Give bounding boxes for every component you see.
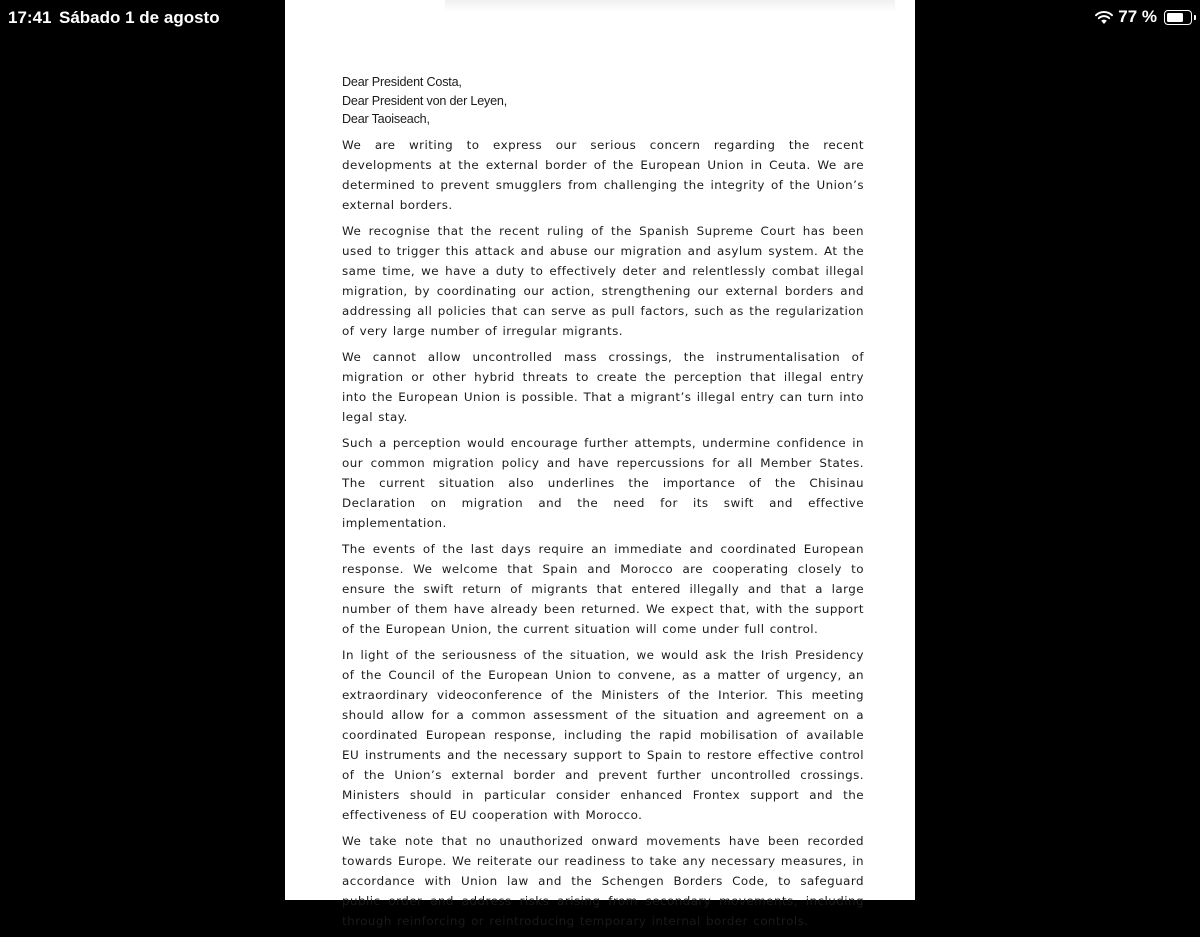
salutation-line: Dear Taoiseach, bbox=[342, 112, 430, 126]
status-bar bbox=[0, 0, 1200, 36]
document-page[interactable] bbox=[285, 0, 915, 928]
status-indicators bbox=[1094, 7, 1192, 27]
wifi-icon bbox=[1094, 9, 1114, 25]
salutations bbox=[342, 73, 864, 129]
battery-icon bbox=[1164, 10, 1192, 25]
battery-tip bbox=[1194, 15, 1197, 20]
letter-body bbox=[342, 73, 864, 937]
salutation-line: Dear President von der Leyen, bbox=[342, 93, 508, 108]
status-date: Sábado 1 de agosto bbox=[59, 8, 220, 27]
salutation-line: Dear President Costa, bbox=[342, 75, 462, 89]
status-time: 17:41 bbox=[8, 8, 52, 27]
letter-paragraph: Such a perception would encourage further attempts, undermine confidence in our common migration policy and have repercussions for all Member States. The current situation also underlines the importance of the Chisinau Declaration on migration and the need for its swift and effective implementation. bbox=[342, 435, 864, 530]
letter-paragraph: We are writing to express our serious concern regarding the recent developments at the external border of the European Union in Ceuta. We are determined to prevent smugglers from challenging the integrity of the Union’s external borders. bbox=[342, 137, 864, 212]
letter-paragraph: We cannot allow uncontrolled mass crossings, the instrumentalisation of migration or other hybrid threats to create the perception that illegal entry into the European Union is possible. That a migrant’s illegal entry can turn into legal stay. bbox=[342, 349, 864, 424]
battery-level-fill bbox=[1167, 13, 1183, 22]
battery-percent: 77 % bbox=[1118, 7, 1157, 26]
letter-paragraph: We take note that no unauthorized onward movements have been recorded towards Europe. We reiterate our readiness to take any necessary measures, in accordance with Union law and the Schengen Borders Code, to safeguard public order and address risks arising from secondary movements, including through reinforcing or reintroducing temporary internal border controls. bbox=[342, 833, 864, 928]
letter-paragraph: In light of the seriousness of the situation, we would ask the Irish Presidency of the Council of the European Union to convene, as a matter of urgency, an extraordinary videoconference of the Ministers of the Interior. This meeting should allow for a common assessment of the situation and agreement on a coordinated European response, including the rapid mobilisation of available EU instruments and the necessary support to Spain to restore effective control of the Union’s external border and prevent further uncontrolled crossings. Ministers should in particular consider enhanced Frontex support and the effectiveness of EU cooperation with Morocco. bbox=[342, 647, 864, 822]
letter-paragraph: We recognise that the recent ruling of the Spanish Supreme Court has been used to trigger this attack and abuse our migration and asylum system. At the same time, we have a duty to effectively deter and relentlessly combat illegal migration, by coordinating our action, strengthening our external borders and addressing all policies that can serve as pull factors, such as the regularization of very large number of irregular migrants. bbox=[342, 223, 864, 338]
letter-paragraph: The events of the last days require an immediate and coordinated European response. We welcome that Spain and Morocco are cooperating closely to ensure the swift return of migrants that entered illegally and that a large number of them have already been returned. We expect that, with the support of the European Union, the current situation will come under full control. bbox=[342, 541, 864, 636]
